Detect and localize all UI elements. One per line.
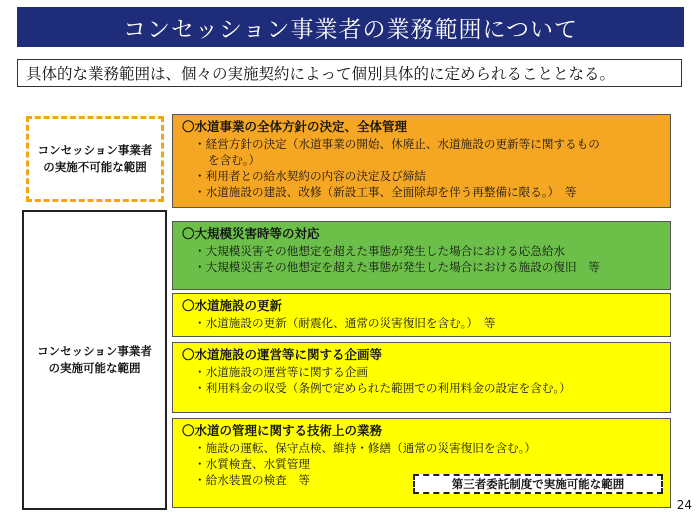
category-possible-line-1: コンセッション事業者 [37, 344, 152, 359]
section-item: ・大規模災害その他想定を超えた事態が発生した場合における応急給水 [194, 244, 566, 258]
section-item: ・利用者との給水契約の内容の決定及び締結 [194, 169, 426, 183]
section-item: ・給水装置の検査 等 [194, 473, 310, 487]
summary-text: 具体的な業務範囲は、個々の実施契約によって個別具体的に定められることとなる。 [26, 65, 616, 83]
page-title [17, 7, 684, 47]
category-possible [22, 210, 167, 510]
section-overall-policy [172, 114, 671, 208]
section-heading: 〇大規模災害時等の対応 [182, 226, 320, 241]
section-item: ・水道施設の更新（耐震化、通常の災害復旧を含む。） 等 [194, 316, 496, 330]
category-not-possible [26, 116, 164, 202]
section-heading: 〇水道の管理に関する技術上の業務 [182, 423, 383, 438]
section-item: ・大規模災害その他想定を超えた事態が発生した場合における施設の復旧 等 [194, 260, 600, 274]
third-party-scope-label [413, 474, 663, 494]
section-item: ・水質検査、水質管理 [194, 457, 310, 471]
page-title-text: コンセッション事業者の業務範囲について [122, 16, 579, 43]
section-technical-management [172, 418, 671, 508]
third-party-scope-text: 第三者委託制度で実施可能な範囲 [451, 477, 625, 491]
section-operation-planning [172, 342, 671, 413]
section-item-continuation: を含む。） [208, 153, 261, 167]
section-heading: 〇水道施設の更新 [182, 298, 283, 313]
category-not-possible-line-2: の実施不可能な範囲 [43, 160, 147, 174]
section-disaster-response [172, 221, 671, 290]
section-heading: 〇水道事業の全体方針の決定、全体管理 [182, 119, 408, 134]
category-possible-line-2: の実施可能な範囲 [48, 361, 141, 375]
section-item: ・経営方針の決定（水道事業の開始、休廃止、水道施設の更新等に関するもの [194, 137, 600, 151]
category-not-possible-line-1: コンセッション事業者 [37, 143, 153, 158]
summary-box [17, 59, 682, 87]
page-number: 24 [676, 498, 692, 512]
section-item: ・利用料金の収受（条例で定められた範囲での利用料金の設定を含む。） [194, 381, 571, 395]
section-heading: 〇水道施設の運営等に関する企画等 [182, 347, 383, 362]
section-item: ・水道施設の建設、改修（新設工事、全面除却を伴う再整備に限る。） 等 [194, 185, 577, 199]
section-item: ・水道施設の運営等に関する企画 [194, 365, 368, 379]
section-item: ・施設の運転、保守点検、維持・修繕（通常の災害復旧を含む。） [194, 441, 537, 455]
section-facility-renewal [172, 293, 671, 337]
